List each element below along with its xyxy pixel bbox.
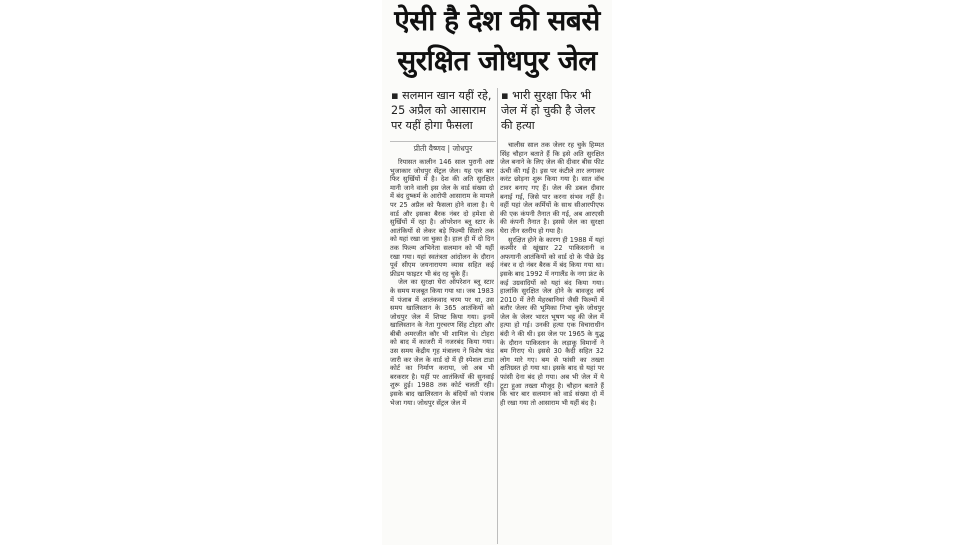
deck-right: ▪ भारी सुरक्षा फिर भी जेल में हो चुकी है जेलर की हत्या <box>501 89 596 132</box>
article-column-left <box>390 158 494 544</box>
byline-rule <box>390 141 496 142</box>
deck-left: ▪ सलमान खान यहीं रहे, 25 अप्रैल को आसाराम पर यहीं होगा फैसला <box>391 89 492 132</box>
paragraph: जेल का सुरक्षा घेरा ऑपरेशन ब्लू स्टार के समय मजबूत किया गया था। जब 1983 में पंजाब में आतंकवाद चरम पर था, उस समय खालिस्तान के 365 आतंकियों को जोधपुर जेल में शिफ्ट किया गया। इनमें खालिस्तान के नेता गुरचरण सिंह टोहरा और बीबी अमरजीत कौर भी शामिल थे। टोहरा को बाद में काजरी में नजरबंद किया गया। उस समय केंद्रीय गृह मंत्रालय ने विशेष फंड जारी कर जेल के वार्ड दो में ही स्पेशल टाडा कोर्ट का निर्माण कराया, जो अब भी बरकरार है। यहीं पर आतंकियों की सुनवाई शुरू हुई। 1988 तक कोर्ट चलती रही। इसके बाद खालिस्तान के बंदियों को पंजाब भेजा गया। जोधपुर सेंट्रल जेल में <box>390 278 494 407</box>
byline: प्रीती वैष्णव | जोधपुर <box>413 144 473 153</box>
column-divider <box>497 88 498 544</box>
paragraph: सुरक्षित होने के कारण ही 1988 में यहां कश्मीर से खूंखार 22 पाकिस्तानी व अफगानी आतंकियों को वार्ड दो के पीछे डेढ़ नंबर व दो नंबर बैरक में बंद किया गया था। इसके बाद 1992 में नगालैंड के नगा फ्रंट के कई उग्रवादियों को यहां बंद किया गया। हालांकि सुरक्षित जेल होने के बावजूद वर्ष 2010 में तेरी मेहरबानियां जैसी फिल्मों में बतौर जेलर की भूमिका निभा चुके जोधपुर जेल के जेलर भारत भूषण भट्ट की जेल में हत्या हो गई। उनकी हत्या एक विचाराधीन बंदी ने की थी। इस जेल पर 1965 के युद्ध के दौरान पाकिस्तान के लड़ाकू विमानों ने बम गिराए थे। इससे 30 कैदी सहित 32 लोग मारे गए। बम से फांसी का तख्ता क्षतिग्रस्त हो गया था। इसके बाद से यहां पर फांसी देना बंद हो गया। अब भी जेल में ये टूटा हुआ तख्ता मौजूद है। चौहान बताते हैं कि चार बार सलमान को वार्ड संख्या दो में ही रखा गया तो आसाराम भी यहीं बंद है। <box>500 235 604 407</box>
newspaper-clipping <box>382 0 612 545</box>
headline-line-2: सुरक्षित जोधपुर जेल <box>397 44 597 77</box>
article-column-right <box>500 141 604 544</box>
paragraph: चालीस साल तक जेलर रह चुके हिम्मत सिंह चौहान बताते हैं कि इसे अति सुरक्षित जेल बनाने के लिए जेल की दीवार बीस फीट ऊंची की गई है। इस पर कंटीले तार लगाकर करंट छोड़ना शुरू किया गया है। सात वॉच टावर बनाए गए हैं। जेल की डबल दीवार बनाई गई, जिसे पार करना संभव नहीं है। वहीं यहां जेल कर्मियों के साथ सीआरपीएफ की एक कंपनी तैनात की गई, अब आरएसी की कंपनी तैनात है। इससे जेल का सुरक्षा घेरा तीन स्तरीय हो गया है। <box>500 141 604 235</box>
paragraph: रियासत कालीन 146 साल पुरानी अष्ट भुजाकार जोधपुर सेंट्रल जेल। यह एक बार फिर सुर्खियों में है। देश की अति सुरक्षित मानी जाने वाली इस जेल के वार्ड संख्या दो में बंद दुष्कर्म के आरोपी आसाराम के मामले पर 25 अप्रैल को फैसला होने वाला है। ये वार्ड और इसका बैरक नंबर दो हमेशा से सुर्खियों में रहा है। ऑपरेशन ब्लू स्टार के आतंकियों से लेकर बड़े फिल्मी सितारे तक को यहां रखा जा चुका है। हाल ही में दो दिन तक फिल्म अभिनेता सलमान को भी यहीं रखा गया। यहां स्वतंत्रता आंदोलन के दौरान पूर्व सीएम जयनारायण व्यास सहित कई फ्रीडम फाइटर भी बंद रह चुके हैं। <box>390 158 494 278</box>
headline-line-1: ऐसी है देश की सबसे <box>394 4 600 37</box>
